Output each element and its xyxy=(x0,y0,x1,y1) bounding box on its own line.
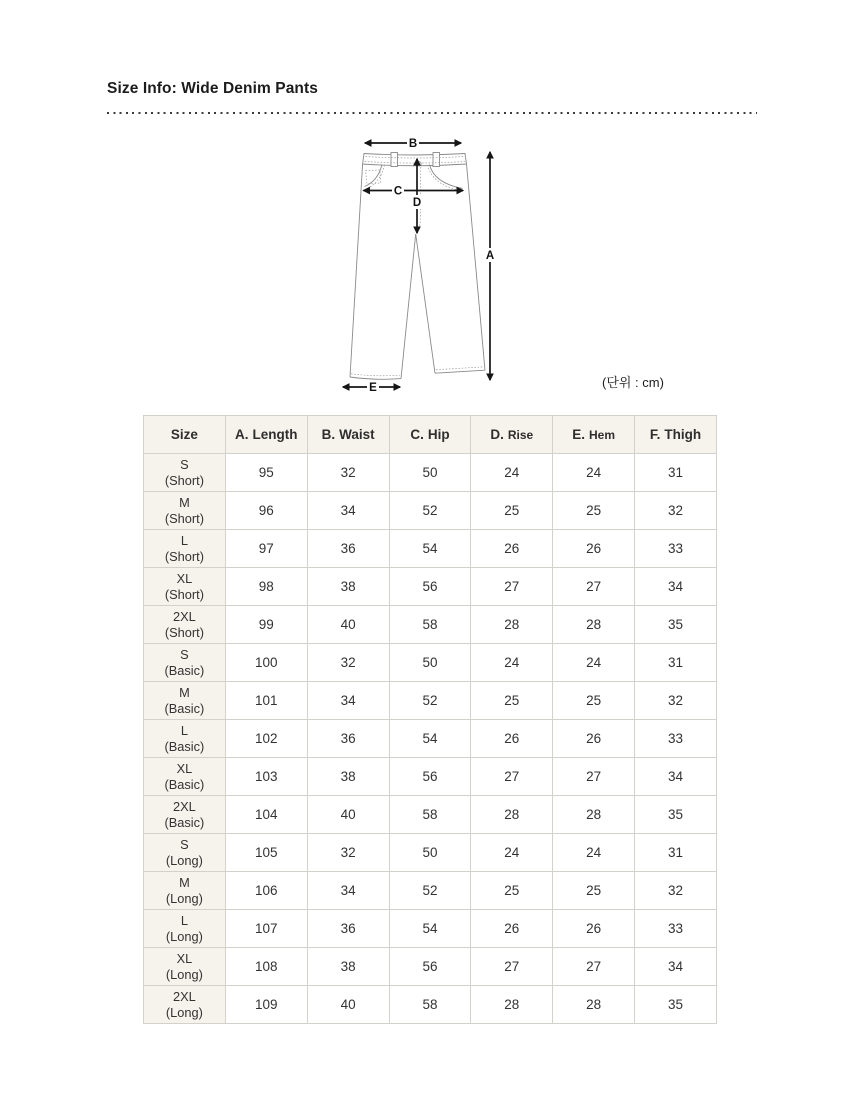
value-cell: 36 xyxy=(307,530,389,568)
value-cell: 50 xyxy=(389,834,471,872)
value-cell: 98 xyxy=(225,568,307,606)
value-cell: 40 xyxy=(307,606,389,644)
value-cell: 26 xyxy=(553,530,635,568)
value-cell: 95 xyxy=(225,454,307,492)
size-cell xyxy=(144,644,226,682)
value-cell: 40 xyxy=(307,796,389,834)
value-cell: 34 xyxy=(307,682,389,720)
size-label: XL xyxy=(176,950,193,966)
table-row xyxy=(144,454,717,492)
size-variant-label: (Basic) xyxy=(164,776,205,792)
value-cell: 38 xyxy=(307,948,389,986)
size-label: XL xyxy=(176,760,193,776)
value-cell: 54 xyxy=(389,720,471,758)
unit-note: (단위 : cm) xyxy=(602,375,664,390)
value-cell: 105 xyxy=(225,834,307,872)
value-cell: 27 xyxy=(553,948,635,986)
value-cell: 25 xyxy=(471,492,553,530)
value-cell: 27 xyxy=(471,568,553,606)
value-cell: 33 xyxy=(635,530,717,568)
value-cell: 35 xyxy=(635,606,717,644)
size-label: 2XL xyxy=(173,988,196,1004)
pants-diagram-svg xyxy=(335,130,505,400)
size-cell xyxy=(144,530,226,568)
value-cell: 108 xyxy=(225,948,307,986)
value-cell: 97 xyxy=(225,530,307,568)
value-cell: 32 xyxy=(635,492,717,530)
value-cell: 31 xyxy=(635,454,717,492)
value-cell: 31 xyxy=(635,834,717,872)
value-cell: 25 xyxy=(553,492,635,530)
value-cell: 107 xyxy=(225,910,307,948)
size-cell xyxy=(144,682,226,720)
value-cell: 54 xyxy=(389,910,471,948)
table-row xyxy=(144,682,717,720)
size-label: S xyxy=(180,456,189,472)
dotted-divider xyxy=(107,112,757,114)
size-label: S xyxy=(180,646,189,662)
value-cell: 24 xyxy=(471,454,553,492)
header-row xyxy=(144,416,717,454)
value-cell: 54 xyxy=(389,530,471,568)
size-label: M xyxy=(179,874,190,890)
size-cell xyxy=(144,454,226,492)
size-cell xyxy=(144,910,226,948)
col-header-length: A. Length xyxy=(225,416,307,454)
value-cell: 34 xyxy=(635,758,717,796)
value-cell: 33 xyxy=(635,720,717,758)
value-cell: 38 xyxy=(307,758,389,796)
size-variant-label: (Long) xyxy=(165,966,203,982)
col-header-size: Size xyxy=(144,416,226,454)
size-variant-label: (Short) xyxy=(164,472,204,488)
value-cell: 35 xyxy=(635,796,717,834)
value-cell: 36 xyxy=(307,910,389,948)
size-variant-label: (Long) xyxy=(165,890,203,906)
page-title: Size Info: Wide Denim Pants xyxy=(107,80,318,97)
measure-label-hem: E xyxy=(369,382,377,394)
value-cell: 32 xyxy=(307,834,389,872)
value-cell: 25 xyxy=(471,682,553,720)
label-backgrounds xyxy=(367,137,496,394)
size-variant-label: (Short) xyxy=(164,510,204,526)
value-cell: 35 xyxy=(635,986,717,1024)
value-cell: 106 xyxy=(225,872,307,910)
size-label: S xyxy=(180,836,189,852)
size-label: 2XL xyxy=(173,608,196,624)
value-cell: 32 xyxy=(307,644,389,682)
table-row xyxy=(144,530,717,568)
size-variant-label: (Basic) xyxy=(164,814,205,830)
measure-label-hip: C xyxy=(393,185,403,198)
value-cell: 28 xyxy=(553,986,635,1024)
value-cell: 27 xyxy=(471,758,553,796)
measure-label-length: A xyxy=(485,250,495,262)
value-cell: 99 xyxy=(225,606,307,644)
size-cell xyxy=(144,872,226,910)
value-cell: 103 xyxy=(225,758,307,796)
size-label: M xyxy=(179,684,190,700)
size-cell xyxy=(144,568,226,606)
value-cell: 24 xyxy=(471,834,553,872)
col-header-thigh: F. Thigh xyxy=(635,416,717,454)
table-row xyxy=(144,758,717,796)
size-table-body xyxy=(144,454,717,1024)
table-row xyxy=(144,872,717,910)
value-cell: 52 xyxy=(389,872,471,910)
value-cell: 56 xyxy=(389,758,471,796)
value-cell: 26 xyxy=(471,530,553,568)
col-header-hip: C. Hip xyxy=(389,416,471,454)
value-cell: 101 xyxy=(225,682,307,720)
value-cell: 34 xyxy=(307,492,389,530)
value-cell: 52 xyxy=(389,492,471,530)
value-cell: 109 xyxy=(225,986,307,1024)
size-table-header xyxy=(144,416,717,454)
measure-label-rise: D xyxy=(412,197,422,209)
table-row xyxy=(144,986,717,1024)
value-cell: 26 xyxy=(553,720,635,758)
size-label: XL xyxy=(176,570,193,586)
value-cell: 58 xyxy=(389,986,471,1024)
size-label: L xyxy=(180,722,188,738)
size-label: L xyxy=(180,912,188,928)
value-cell: 40 xyxy=(307,986,389,1024)
size-cell xyxy=(144,606,226,644)
value-cell: 36 xyxy=(307,720,389,758)
table-row xyxy=(144,568,717,606)
value-cell: 26 xyxy=(553,910,635,948)
value-cell: 26 xyxy=(471,720,553,758)
col-header-rise: D. Rise xyxy=(471,416,553,454)
size-cell xyxy=(144,948,226,986)
size-variant-label: (Basic) xyxy=(164,700,205,716)
value-cell: 24 xyxy=(471,644,553,682)
value-cell: 50 xyxy=(389,644,471,682)
value-cell: 100 xyxy=(225,644,307,682)
value-cell: 24 xyxy=(553,454,635,492)
size-cell xyxy=(144,986,226,1024)
value-cell: 28 xyxy=(553,606,635,644)
value-cell: 32 xyxy=(307,454,389,492)
value-cell: 50 xyxy=(389,454,471,492)
size-variant-label: (Basic) xyxy=(164,738,205,754)
value-cell: 27 xyxy=(471,948,553,986)
table-row xyxy=(144,948,717,986)
value-cell: 32 xyxy=(635,872,717,910)
value-cell: 96 xyxy=(225,492,307,530)
size-label: M xyxy=(179,494,190,510)
value-cell: 32 xyxy=(635,682,717,720)
value-cell: 38 xyxy=(307,568,389,606)
value-cell: 31 xyxy=(635,644,717,682)
value-cell: 27 xyxy=(553,758,635,796)
value-cell: 28 xyxy=(553,796,635,834)
size-variant-label: (Short) xyxy=(164,624,204,640)
table-row xyxy=(144,796,717,834)
value-cell: 25 xyxy=(553,872,635,910)
value-cell: 104 xyxy=(225,796,307,834)
value-cell: 56 xyxy=(389,948,471,986)
size-label: L xyxy=(180,532,188,548)
size-variant-label: (Short) xyxy=(164,586,204,602)
value-cell: 28 xyxy=(471,606,553,644)
table-row xyxy=(144,910,717,948)
value-cell: 52 xyxy=(389,682,471,720)
size-variant-label: (Long) xyxy=(165,928,203,944)
table-row xyxy=(144,834,717,872)
value-cell: 56 xyxy=(389,568,471,606)
value-cell: 33 xyxy=(635,910,717,948)
value-cell: 102 xyxy=(225,720,307,758)
size-label: 2XL xyxy=(173,798,196,814)
pants-size-diagram xyxy=(335,130,505,400)
table-row xyxy=(144,720,717,758)
size-cell xyxy=(144,834,226,872)
size-variant-label: (Long) xyxy=(165,1004,203,1020)
value-cell: 25 xyxy=(471,872,553,910)
value-cell: 26 xyxy=(471,910,553,948)
value-cell: 58 xyxy=(389,606,471,644)
size-variant-label: (Long) xyxy=(165,852,203,868)
size-cell xyxy=(144,796,226,834)
table-row xyxy=(144,492,717,530)
value-cell: 24 xyxy=(553,834,635,872)
value-cell: 58 xyxy=(389,796,471,834)
table-row xyxy=(144,606,717,644)
col-header-hem: E. Hem xyxy=(553,416,635,454)
size-cell xyxy=(144,492,226,530)
col-header-waist: B. Waist xyxy=(307,416,389,454)
size-variant-label: (Basic) xyxy=(164,662,205,678)
measure-label-waist: B xyxy=(408,138,418,150)
size-cell xyxy=(144,720,226,758)
value-cell: 24 xyxy=(553,644,635,682)
size-table xyxy=(143,415,717,1024)
value-cell: 27 xyxy=(553,568,635,606)
value-cell: 34 xyxy=(307,872,389,910)
size-cell xyxy=(144,758,226,796)
value-cell: 28 xyxy=(471,796,553,834)
value-cell: 34 xyxy=(635,948,717,986)
table-row xyxy=(144,644,717,682)
value-cell: 34 xyxy=(635,568,717,606)
value-cell: 28 xyxy=(471,986,553,1024)
size-variant-label: (Short) xyxy=(164,548,204,564)
value-cell: 25 xyxy=(553,682,635,720)
